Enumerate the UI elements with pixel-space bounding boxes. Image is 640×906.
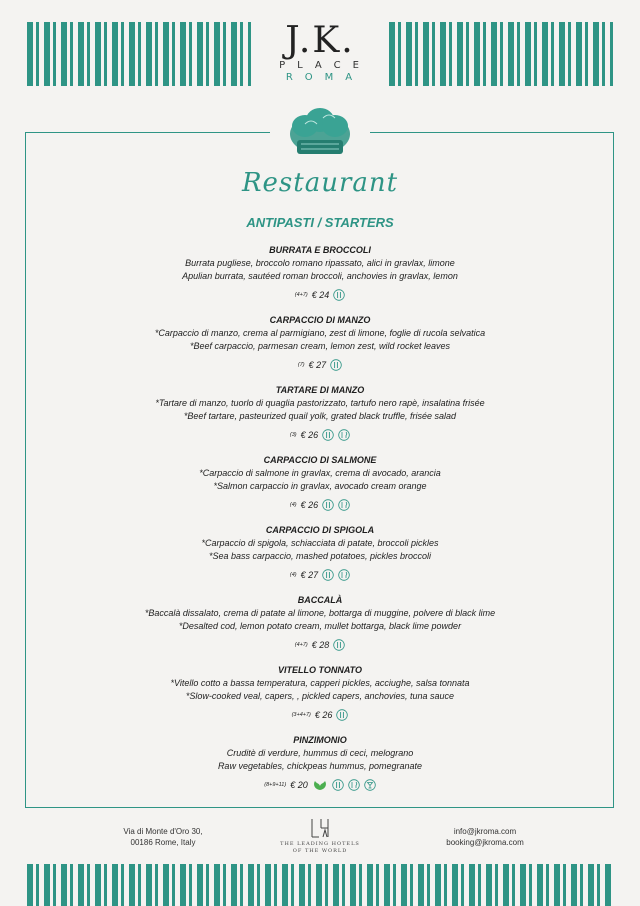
decorative-stripes-top-right (389, 22, 613, 86)
vegan-leaf-icon (312, 779, 328, 791)
email-info-link[interactable]: info@jkroma.com (453, 827, 517, 836)
dish-name: CARPACCIO DI SALMONE (263, 455, 377, 465)
chef-hat-icon (283, 104, 357, 160)
footer-address (108, 826, 218, 848)
dish-description-it: Burrata pugliese, broccolo romano ripassato, alici in gravlax, limone (185, 258, 455, 268)
dish-description-it: Cruditè di verdure, hummus di ceci, melograno (226, 748, 414, 758)
dish-description-it: *Carpaccio di salmone in gravlax, crema di avocado, arancia (199, 468, 441, 478)
footer-contacts (430, 826, 540, 848)
dish-item (0, 383, 640, 453)
dish-price: € 27 (308, 360, 327, 370)
allergen-codes: (7) (297, 362, 305, 368)
dish-description-it: *Tartare di manzo, tuorlo di quaglia pastorizzato, tartufo nero rapè, insalatina frisée (155, 398, 485, 408)
dish-name: BACCALÀ (297, 595, 343, 605)
dish-item (0, 313, 640, 383)
logo-main-text: J.K. (285, 20, 355, 61)
dish-item (0, 663, 640, 733)
address-line-2: 00186 Rome, Italy (130, 838, 196, 847)
dish-description-it: *Vitello cotto a bassa temperatura, capperi pickles, acciughe, salsa tonnata (170, 678, 470, 688)
dish-price: € 20 (290, 780, 308, 790)
lhw-logo (270, 818, 370, 855)
dish-description-en: *Beef carpaccio, parmesan cream, lemon zest, wild rocket leaves (189, 341, 451, 351)
dish-description-it: *Carpaccio di manzo, crema al parmigiano, zest di limone, foglie di rucola selvatica (154, 328, 486, 338)
brand-logo (260, 22, 380, 84)
dish-price: € 24 (311, 290, 330, 300)
price-row (0, 637, 640, 653)
dish-price: € 27 (300, 570, 319, 580)
fork-knife-icon (322, 499, 334, 511)
email-booking-link[interactable]: booking@jkroma.com (446, 838, 524, 847)
price-row (0, 427, 640, 443)
dish-name: TARTARE DI MANZO (275, 385, 365, 395)
price-row (0, 287, 640, 303)
cutlery-pair-icon (338, 499, 350, 511)
fork-knife-icon (333, 289, 345, 301)
dish-item (0, 243, 640, 313)
cutlery-pair-icon (338, 429, 350, 441)
decorative-stripes-top-left (27, 22, 251, 86)
fork-knife-icon (336, 709, 348, 721)
dish-description-en: *Slow-cooked veal, capers, , pickled capers, anchovies, tuna sauce (185, 691, 455, 701)
lhw-emblem-icon (309, 818, 331, 838)
cutlery-pair-icon (338, 569, 350, 581)
price-row (0, 357, 640, 373)
dish-name: CARPACCIO DI SPIGOLA (265, 525, 375, 535)
dish-name: VITELLO TONNATO (277, 665, 362, 675)
dish-price: € 28 (311, 640, 330, 650)
fork-knife-icon (322, 429, 334, 441)
dish-item (0, 523, 640, 593)
dish-description-en: *Beef tartare, pasteurized quail yolk, grated black truffle, frisée salad (183, 411, 457, 421)
dish-description-en: *Salmon carpaccio in gravlax, avocado cream orange (213, 481, 427, 491)
dish-description-en: *Desalted cod, lemon potato cream, mullet bottarga, black lime powder (178, 621, 462, 631)
price-row (0, 567, 640, 583)
dish-description-it: *Carpaccio di spigola, schiacciata di patate, broccoli pickles (201, 538, 439, 548)
dish-item (0, 453, 640, 523)
dish-price: € 26 (300, 430, 319, 440)
fork-knife-icon (332, 779, 344, 791)
dish-list (0, 243, 640, 803)
dish-item (0, 733, 640, 803)
dish-description-en: Apulian burrata, sautéed roman broccoli, anchovies in gravlax, lemon (182, 271, 458, 281)
dish-name: PINZIMONIO (293, 735, 347, 745)
price-row (0, 707, 640, 723)
lhw-line-1: THE LEADING HOTELS (280, 841, 360, 847)
dish-description-it: *Baccalà dissalato, crema di patate al limone, bottarga di muggine, polvere di black lime (144, 608, 496, 618)
allergen-codes: (3) (289, 432, 297, 438)
price-row (0, 497, 640, 513)
allergen-codes: (4) (289, 502, 297, 508)
section-title: ANTIPASTI / STARTERS (246, 215, 394, 230)
lhw-line-2: OF THE WORLD (292, 848, 348, 854)
allergen-codes: (8+9+11) (264, 782, 287, 788)
logo-line-roma: ROMA (285, 72, 365, 83)
logo-line-place: PLACE (279, 60, 371, 71)
dish-price: € 26 (300, 500, 319, 510)
fork-knife-icon (330, 359, 342, 371)
cocktail-icon (364, 779, 376, 791)
allergen-codes: (4+7) (294, 292, 308, 298)
dish-name: CARPACCIO DI MANZO (269, 315, 371, 325)
dish-item (0, 593, 640, 663)
cutlery-pair-icon (348, 779, 360, 791)
fork-knife-icon (333, 639, 345, 651)
price-row (0, 777, 640, 793)
dish-price: € 26 (314, 710, 333, 720)
allergen-codes: (4+7) (294, 642, 308, 648)
dish-name: BURRATA E BROCCOLI (269, 245, 371, 255)
allergen-codes: (4) (289, 572, 297, 578)
address-line-1: Via di Monte d'Oro 30, (123, 827, 203, 836)
restaurant-title: Restaurant (241, 168, 399, 198)
allergen-codes: (3+4+7) (291, 712, 311, 718)
fork-knife-icon (322, 569, 334, 581)
decorative-stripes-bottom (27, 864, 613, 906)
dish-description-en: Raw vegetables, chickpeas hummus, pomegranate (217, 761, 423, 771)
dish-description-en: *Sea bass carpaccio, mashed potatoes, pickles broccoli (208, 551, 432, 561)
